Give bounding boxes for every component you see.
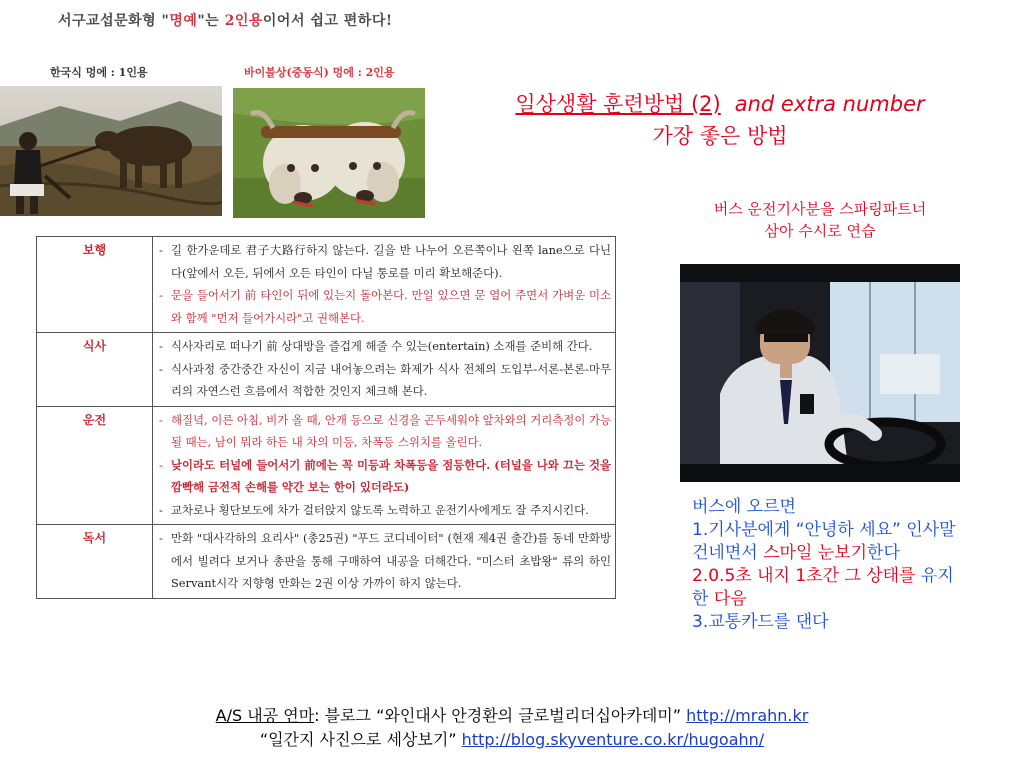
step-2-text-a: 2.0.5초 내지 1초간 그 상태를 [692,566,921,586]
item-text: 식사과정 중간중간 자신이 지금 내어놓으려는 화제가 식사 전체의 도입부-서론-본론-마무리의 자연스런 흐름에서 적합한 것인지 체크해 본다. [171,361,611,398]
table-row [37,333,616,407]
headline-part-5: 이어서 쉽고 편하다! [262,13,393,29]
bullet-dash: - [159,243,163,257]
bullet-dash: - [159,457,163,472]
slide-headline [58,10,393,30]
instruction-step-1 [692,519,970,565]
item-text: 해질녘, 이른 아침, 비가 올 때, 안개 등으로 신경을 곤두세워야 앞차와의 거리측정이 가능될 때는, 남이 뭐라 하든 내 차의 미등, 차폭등 스위치를 올린다. [171,412,611,449]
list-item [159,284,611,329]
instruction-intro: 버스에 오르면 [692,497,796,517]
bus-caption-line-1: 버스 운전기사분을 스파링파트너 [713,200,927,218]
item-text: 식사자리로 떠나기 前 상대방을 즐겁게 해줄 수 있는(entertain) 소재를 준비해 간다. [171,339,593,353]
step-1-text-c: 한다 [867,543,900,563]
list-item [159,239,611,284]
bullet-dash: - [159,502,163,517]
step-1-text-a: 1.기사분에게 “안녕하 세요” 인사말 건네면서 [692,520,956,563]
list-item [159,335,611,358]
table-row [37,406,616,525]
category-cell: 식사 [37,333,153,407]
bullet-dash: - [159,531,163,545]
bus-driver-caption [665,198,975,242]
list-item [159,527,611,595]
bullet-dash: - [159,412,163,427]
footer-photo-text: “일간지 사진으로 세상보기” [259,730,462,749]
bus-caption-line-2: 삼아 수시로 연습 [764,222,876,240]
blog-link[interactable]: http://mrahn.kr [686,706,809,725]
table-row [37,237,616,333]
bullet-dash: - [159,339,163,353]
category-cell: 보행 [37,237,153,333]
item-text: 문을 들어서기 前 타인이 뒤에 있는지 돌아본다. 만일 있으면 문 열어 주면서 가벼운 미소와 함께 "먼저 들어가시라"고 권해본다. [171,288,611,325]
footer-label: A/S 내공 연마 [215,706,315,725]
title-line-1 [460,88,980,118]
category-cell: 독서 [37,525,153,599]
headline-part-2: 명예 [169,13,198,29]
bus-driver-photo [680,264,960,482]
footer-blog-text: : 블로그 “와인대사 안경환의 글로벌리더십아카데미” [314,706,687,725]
item-text: 길 한가운데로 君子大路行하지 않는다. 길을 반 나누어 오른쪽이나 왼쪽 lane으로 다닌다(앞에서 오든, 뒤에서 오든 타인이 다닐 통로를 미리 확보해준다). [171,243,611,280]
item-text: 낮이라도 터널에 들어서기 前에는 꼭 미등과 차폭등을 점등한다. (터널을 나와 끄는 것을 깜빡해 금전적 손해를 약간 보는 한이 있더라도) [171,457,611,494]
bus-instructions [692,496,970,634]
habits-table [36,236,616,599]
instruction-step-2 [692,565,970,611]
description-cell [153,237,616,333]
title-main: 일상생활 훈련방법 (2) [515,92,721,116]
table-row [37,525,616,599]
headline-part-3: "는 [197,13,225,29]
headline-part-4: 2인용 [224,13,263,29]
single-ox-plow-photo [0,86,222,216]
list-item [159,409,611,454]
list-item [159,358,611,403]
list-item [159,499,611,522]
step-2-text-c: 다음 [708,589,747,609]
photo-blog-link[interactable]: http://blog.skyventure.co.kr/hugoahn/ [461,730,765,749]
footer-line-2 [0,728,1024,752]
list-item [159,454,611,499]
step-2-text-b: 유지한 [692,566,954,609]
description-cell [153,525,616,599]
category-cell: 운전 [37,406,153,525]
bullet-dash: - [159,288,163,302]
footer [0,704,1024,752]
headline-part-1: 서구교섭문화형 " [58,13,170,29]
double-ox-yoke-photo [233,88,425,218]
description-cell [153,333,616,407]
footer-line-1 [0,704,1024,728]
item-text: 교차로나 횡단보도에 차가 걸터앉지 않도록 노력하고 운전기사에게도 잘 주지시킨다. [171,502,589,517]
description-cell [153,406,616,525]
instruction-step-3: 3.교통카드를 댄다 [692,612,829,632]
bullet-dash: - [159,361,163,376]
habits-table-body [37,237,616,599]
step-1-text-b: 스마일 눈보기 [763,543,868,563]
biblical-yoke-caption: 바이블상(중동식) 멍에 : 2인용 [244,66,395,79]
korean-yoke-caption: 한국식 멍에 : 1인용 [50,66,148,79]
title-extra: and extra number [734,92,925,116]
title-line-2: 가장 좋은 방법 [652,124,788,148]
slide-title [460,88,980,150]
item-text: 만화 "대사각하의 요리사" (총25권) "푸드 코디네이터" (현재 제4권 출간)를 동네 만화방에서 빌려다 보거나 총판을 통해 구매하여 내공을 더해간다. "미스터 초밥왕" 류의 하인 Servant시각 지향형 만화는 2권 이상 가까이 하지 않는다. [171,531,611,590]
